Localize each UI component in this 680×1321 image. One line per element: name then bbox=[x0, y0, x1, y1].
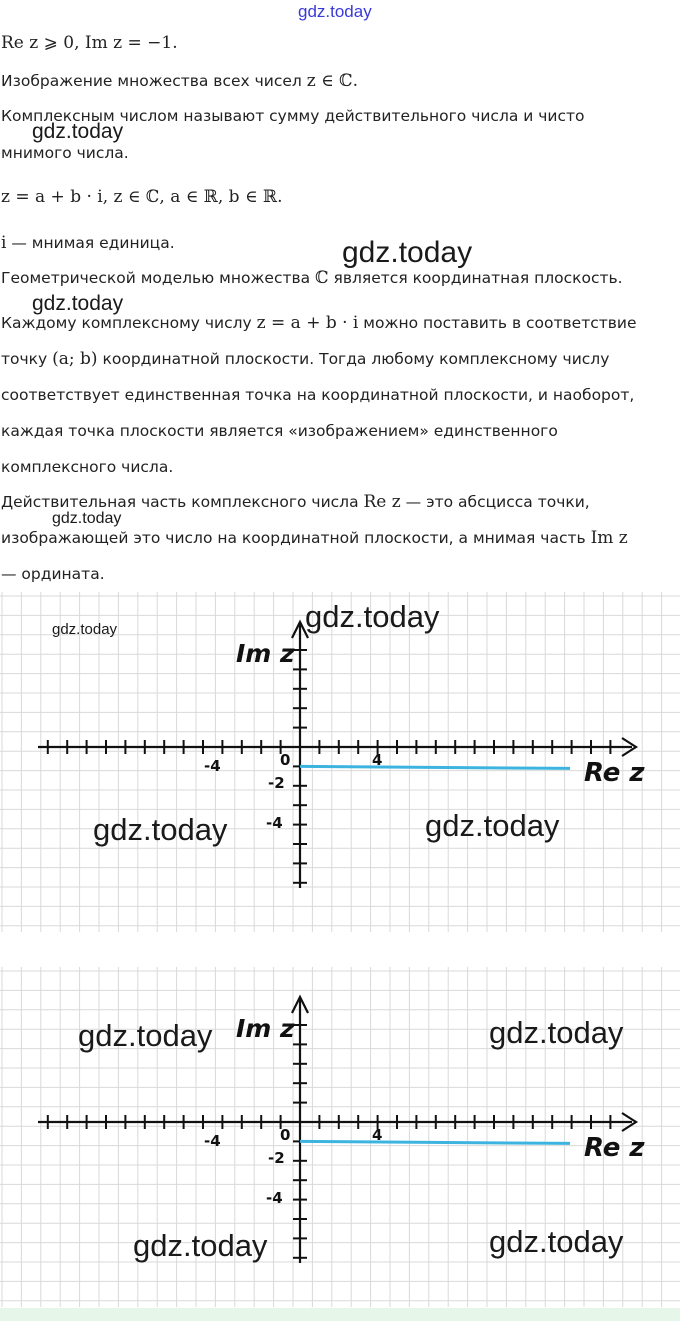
text-line-12: комплексного числа. bbox=[1, 458, 174, 476]
text-line-3: Комплексным числом называют сумму действительного числа и чисто bbox=[1, 107, 585, 125]
watermark: gdz.today bbox=[78, 1018, 213, 1053]
text-line-13: Действительная часть комплексного числа Re z — это абсцисса точки, bbox=[1, 492, 590, 512]
grid-lines bbox=[0, 592, 680, 932]
text-line-11: каждая точка плоскости является «изображением» единственного bbox=[1, 422, 558, 440]
y-axis-label: Im z bbox=[236, 1014, 295, 1043]
y-tick-label: -4 bbox=[266, 814, 283, 832]
text-line-15: — ордината. bbox=[1, 565, 105, 583]
x-tick-label: -4 bbox=[204, 1132, 221, 1150]
text-line-14: изображающей это число на координатной плоскости, а мнимая часть Im z bbox=[1, 528, 628, 548]
text-line-10: соответствует единственная точка на координатной плоскости, и наоборот, bbox=[1, 386, 635, 404]
x-axis-label: Re z bbox=[584, 1133, 645, 1163]
watermark: gdz.today bbox=[489, 1224, 624, 1259]
complex-plane-plot-1 bbox=[0, 592, 680, 932]
watermark: gdz.today bbox=[32, 292, 124, 315]
watermark: gdz.today bbox=[133, 1228, 268, 1263]
origin-label: 0 bbox=[280, 1126, 291, 1144]
watermark: gdz.today bbox=[32, 120, 124, 143]
watermark-top: gdz.today bbox=[298, 2, 372, 21]
formula-line: z = a + b · i, z ∈ ℂ, a ∈ ℝ, b ∈ ℝ. bbox=[1, 187, 283, 207]
text-line-6: i — мнимая единица. bbox=[1, 233, 175, 253]
text-line-7: Геометрической моделью множества ℂ является координатная плоскость. bbox=[1, 268, 623, 288]
text-line-8: Каждому комплексному числу z = a + b · i можно поставить в соответствие bbox=[1, 313, 637, 333]
watermark: gdz.today bbox=[425, 808, 560, 843]
x-tick-label: 4 bbox=[372, 751, 383, 769]
watermark: gdz.today bbox=[489, 1015, 624, 1050]
text-line-4: мнимого числа. bbox=[1, 144, 129, 162]
footer-strip bbox=[0, 1308, 680, 1321]
watermark: gdz.today bbox=[52, 510, 122, 527]
origin-label: 0 bbox=[280, 751, 291, 769]
y-tick-label: -2 bbox=[268, 1149, 285, 1167]
x-tick-label: -4 bbox=[204, 757, 221, 775]
watermark: gdz.today bbox=[52, 621, 118, 638]
text-line-9: точку (a; b) координатной плоскости. Тогда любому комплексному числу bbox=[1, 349, 610, 369]
solution-ray bbox=[300, 1141, 570, 1143]
watermark: gdz.today bbox=[93, 812, 228, 847]
text-line-2: Изображение множества всех чисел z ∈ ℂ. bbox=[1, 71, 359, 91]
condition-line: Re z ⩾ 0, Im z = −1. bbox=[1, 33, 178, 53]
watermark: gdz.today bbox=[342, 236, 473, 269]
watermark: gdz.today bbox=[305, 599, 440, 634]
solution-ray bbox=[300, 766, 570, 768]
y-tick-label: -2 bbox=[268, 774, 285, 792]
y-axis-label: Im z bbox=[236, 639, 295, 668]
x-axis-label: Re z bbox=[584, 758, 645, 788]
y-tick-label: -4 bbox=[266, 1189, 283, 1207]
x-tick-label: 4 bbox=[372, 1126, 383, 1144]
